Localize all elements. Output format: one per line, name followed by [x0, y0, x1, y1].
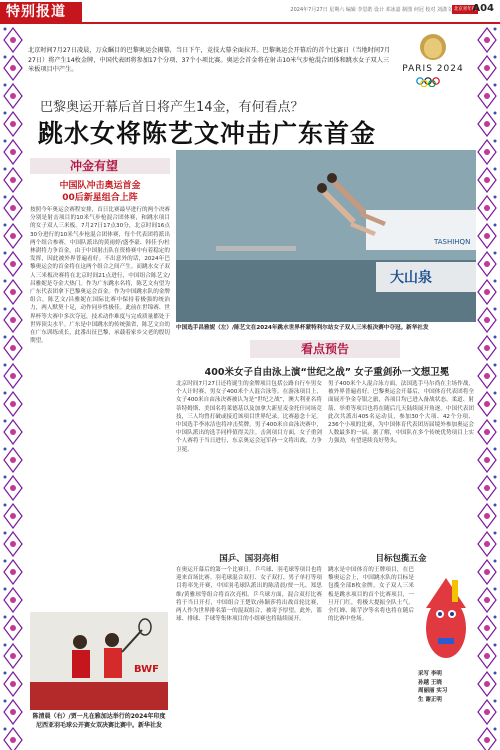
badminton-photo-illustration [30, 612, 168, 710]
column1-heading [30, 180, 170, 204]
article-headline: 跳水女将陈艺文冲击广东首金 [38, 119, 377, 148]
byline-line: 生 谢正明 [418, 696, 442, 703]
goal-heading: 目标包揽五金 [375, 554, 427, 564]
byline-line: 采写 李明 [418, 671, 442, 677]
goal-body: 跳水是中国体育的王牌项目，在巴黎奥运会上，中国跳水队的目标是包揽全部8枚金牌。女子双人三米板是跳水项目的首个比赛项目，一旦开门红，将极大提振全队士气。全红婵、陈芋汐等名将也将在随后的比赛中登场。 [328, 567, 414, 623]
preview-body-left: 北京时间7月27日还将诞生的金牌项目包括公路自行车男女个人计时赛、男女子400米个人混合泳等。在游泳项目上，女子400米自由泳决赛被认为是“世纪之战”，澳大利亚名将蒂特姆斯、美国名将莱德基以及加拿大新星麦金托什同场竞技，三人均曾打破或接近该项目世界纪录，比赛悬念十足。中国选手李冰洁也将冲击奖牌。男子400米自由泳决赛中，中国队派出的选手同样值得关注。击剑项目方面，女子重剑个人赛将于当日进行，东京奥运会冠军孙一文将出战，力争卫冕。 [176, 381, 322, 453]
banner-text: 大山泉 [390, 270, 432, 286]
badminton-body: 在奥运开幕后的第一个比赛日，乒乓球、羽毛球等项目也将迎来首场比赛。羽毛球混合双打、女子双打、男子单打等项目将率先开赛，中国羽毛球队派出的陈清晨/贾一凡、郑思维/黄雅琼等组合将首次亮相。乒乓球方面，混合双打比赛将于当日开打，中国组合王楚钦/孙颖莎将出战首轮比赛，两人作为世界排名第一的混双组合，被寄予厚望。此外，篮球、排球、手球等集体项目的小组赛也将陆续展开。 [176, 567, 322, 623]
byline-line: 孙越 王晓 [418, 679, 442, 686]
olympic-rings-icon [414, 77, 454, 87]
badminton-heading: 国乒、国羽亮相 [219, 554, 279, 564]
badminton-photo-caption: 陈清晨（右）/贾一凡在雅加达举行的2024年印度尼西亚羽毛球公开赛女双决赛比赛中。新华社发 [32, 713, 166, 729]
preview-heading: 400米女子自由泳上演“世纪之战” 女子重剑孙一文想卫冕 [204, 367, 450, 378]
banner-tagline: TASHIHQN [434, 238, 471, 246]
byline [418, 670, 474, 704]
badminton-photo [30, 612, 168, 710]
section-tag: 特别报道 [0, 2, 82, 22]
column1-heading-line1: 中国队冲击奥运首金 [59, 181, 141, 191]
editorial-badge: 北京青年报 [453, 7, 477, 12]
preview-body-right: 男子400米个人混合泳方面，法国选手马尔尚在主场作战，被外界普遍看好。巴黎奥运会开幕后，中国体育代表团将全面展开争金夺银之旅，各项目均已进入备战状态。柔道、射箭、举重等项目也将在随后几天陆续展开角逐。中国代表团此次共派出405名运动员，参加30个大项、42个分项、236个小项的比赛，为中国体育代表团历届境外参加奥运会人数最多的一届。据了解，中国队在多个传统优势项目上实力强劲，有望延续良好势头。 [328, 381, 474, 445]
decorative-border-right [476, 26, 498, 750]
article-subtitle: 巴黎奥运开幕后首日将产生14金，有何看点？ [40, 100, 304, 115]
top-divider [0, 22, 500, 24]
main-photo [176, 150, 476, 322]
svg-text:BWF: BWF [134, 664, 159, 675]
page-number: A04 [472, 3, 494, 14]
lead-paragraph: 北京时间7月27日凌晨，万众瞩目的巴黎奥运会揭幕，当日下午，竞技大幕全面拉开。巴黎奥运会开幕后的首个比赛日（当地时间7月27日）将产生14枚金牌，中国代表团将参加17个分项、37个小项比赛。奥运会首金将在射击10米气步枪混合团体和跳水女子双人三米板项目中产生。 [28, 47, 391, 74]
paris-2024-logo [400, 30, 466, 92]
decorative-border-left [2, 26, 24, 750]
masthead [0, 0, 500, 22]
column1-heading-line2: 00后新星组合上阵 [62, 193, 138, 203]
column-label: 冲金有望 [70, 159, 119, 173]
preview-label: 看点预告 [300, 342, 349, 356]
logo-face-shape [424, 38, 442, 58]
logo-text: PARIS 2024 [402, 64, 464, 74]
byline-line: 周丽丽 实习 [418, 688, 448, 694]
diving-photo-illustration [176, 150, 476, 322]
main-photo-caption: 中国选手昌雅妮（左）/陈艺文在2024年跳水世界杯蒙特利尔站女子双人三米板决赛中夺冠。新华社发 [176, 325, 429, 331]
dateline: 2024年7月27日 星期六 编辑 李思皓 设计 邓冰嘉 制图 何冠 校对 刘潇文 [290, 7, 452, 13]
column1-body: 按照今年奥运会赛程安排，首日比赛最早进行的两个决赛分别是射击项目的10米气步枪混合团体赛，和跳水项目的女子双人三米板。7月27日17点30分，北京时间16点30分进行的10米气步枪混合团体赛，每个代表团将派出两个组合参赛，中国队派出的黄雨婷/盛李豪、韩佳予/杜林澍将力争首金。由于中国射击队在资格赛中有着稳定的发挥，因此被外界普遍看好。不出意外的话，2024年巴黎奥运会的首金将在这两个组合之间产生。而跳水女子双人三米板决赛将在北京时间21点进行，中国组合陈艺文/昌雅妮是夺金大热门。作为广东跳水名将，陈艺文有望为广东代表团拿下巴黎奥运会首金。作为中国跳水队的金牌组合，陈艺文/昌雅妮在国际比赛中保持着极强的统治力，两人默契十足，动作同步性极佳。此前在世锦赛、世界杯等大赛中多次夺冠，技术动作难度与完成质量都处于世界顶尖水平。广东是中国跳水的传统强省，陈艺文自幼在广东训练成长，此番出征巴黎，承载着家乡父老的殷切期望。 [30, 207, 170, 345]
mascot-illustration [418, 568, 474, 668]
